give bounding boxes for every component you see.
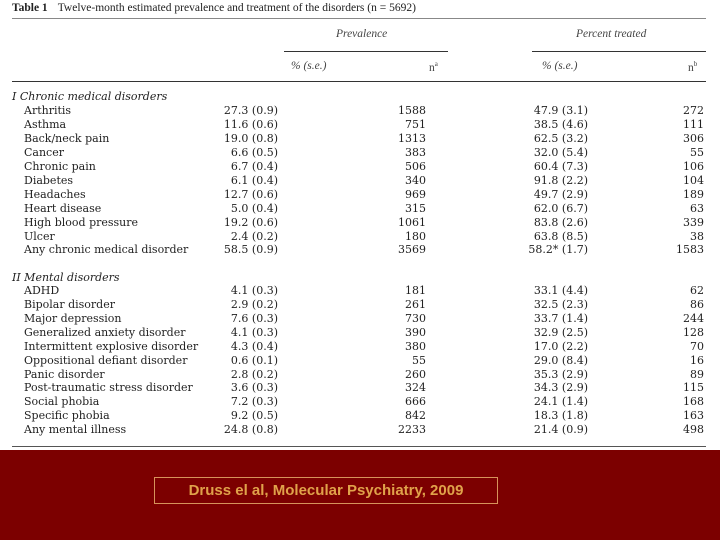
table-row: Heart disease 5.0 (0.4) 315 62.0 (6.7) 63 xyxy=(24,202,704,215)
table-row: Major depression 7.6 (0.3) 730 33.7 (1.4) 244 xyxy=(24,312,704,325)
top-rule xyxy=(12,18,706,19)
section-header: I Chronic medical disorders xyxy=(12,90,168,103)
table-row: Back/neck pain 19.0 (0.8) 1313 62.5 (3.2) 306 xyxy=(24,132,704,145)
citation-box: Druss el al, Molecular Psychiatry, 2009 xyxy=(154,477,498,504)
header-treated-pct: % (s.e.) xyxy=(542,60,578,72)
slide-footer xyxy=(0,450,720,540)
table-row: Ulcer 2.4 (0.2) 180 63.8 (8.5) 38 xyxy=(24,230,704,243)
table-row: Social phobia 7.2 (0.3) 666 24.1 (1.4) 168 xyxy=(24,395,704,408)
table-row-total: Any mental illness 24.8 (0.8) 2233 21.4 (0.9) 498 xyxy=(24,423,704,436)
table-row: ADHD 4.1 (0.3) 181 33.1 (4.4) 62 xyxy=(24,284,704,297)
table-row: Chronic pain 6.7 (0.4) 506 60.4 (7.3) 106 xyxy=(24,160,704,173)
table-row: Oppositional defiant disorder 0.6 (0.1) 55 29.0 (8.4) 16 xyxy=(24,354,704,367)
table-row: Headaches 12.7 (0.6) 969 49.7 (2.9) 189 xyxy=(24,188,704,201)
table-row: Arthritis 27.3 (0.9) 1588 47.9 (3.1) 272 xyxy=(24,104,704,117)
header-prev-n: $n^a$ xyxy=(429,60,438,74)
table-row: High blood pressure 19.2 (0.6) 1061 83.8 (2.6) 339 xyxy=(24,216,704,229)
treated-subrule xyxy=(532,51,706,52)
header-prev-pct: % (s.e.) xyxy=(291,60,327,72)
table-caption xyxy=(12,2,416,14)
table-label: Table 1 xyxy=(12,2,48,14)
table-row: Intermittent explosive disorder 4.3 (0.4) 380 17.0 (2.2) 70 xyxy=(24,340,704,353)
table-bottom-rule xyxy=(12,446,706,447)
table-row-total: Any chronic medical disorder 58.5 (0.9) 3569 58.2* (1.7) 1583 xyxy=(24,243,704,256)
table-row: Cancer 6.6 (0.5) 383 32.0 (5.4) 55 xyxy=(24,146,704,159)
table-row: Generalized anxiety disorder 4.1 (0.3) 390 32.9 (2.5) 128 xyxy=(24,326,704,339)
header-prevalence: Prevalence xyxy=(336,28,388,40)
header-bottom-rule xyxy=(12,81,706,82)
header-treated-n: $n^b$ xyxy=(688,60,698,74)
table-row: Specific phobia 9.2 (0.5) 842 18.3 (1.8) 163 xyxy=(24,409,704,422)
table-row: Bipolar disorder 2.9 (0.2) 261 32.5 (2.3) 86 xyxy=(24,298,704,311)
prevalence-subrule xyxy=(284,51,448,52)
table-row: Diabetes 6.1 (0.4) 340 91.8 (2.2) 104 xyxy=(24,174,704,187)
table-row: Asthma 11.6 (0.6) 751 38.5 (4.6) 111 xyxy=(24,118,704,131)
section-header: II Mental disorders xyxy=(12,271,120,284)
table-row: Panic disorder 2.8 (0.2) 260 35.3 (2.9) 89 xyxy=(24,368,704,381)
header-percent-treated: Percent treated xyxy=(576,28,647,40)
table-row: Post-traumatic stress disorder 3.6 (0.3) 324 34.3 (2.9) 115 xyxy=(24,381,704,394)
table-title: Twelve-month estimated prevalence and treatment of the disorders (n = 5692) xyxy=(57,2,416,14)
